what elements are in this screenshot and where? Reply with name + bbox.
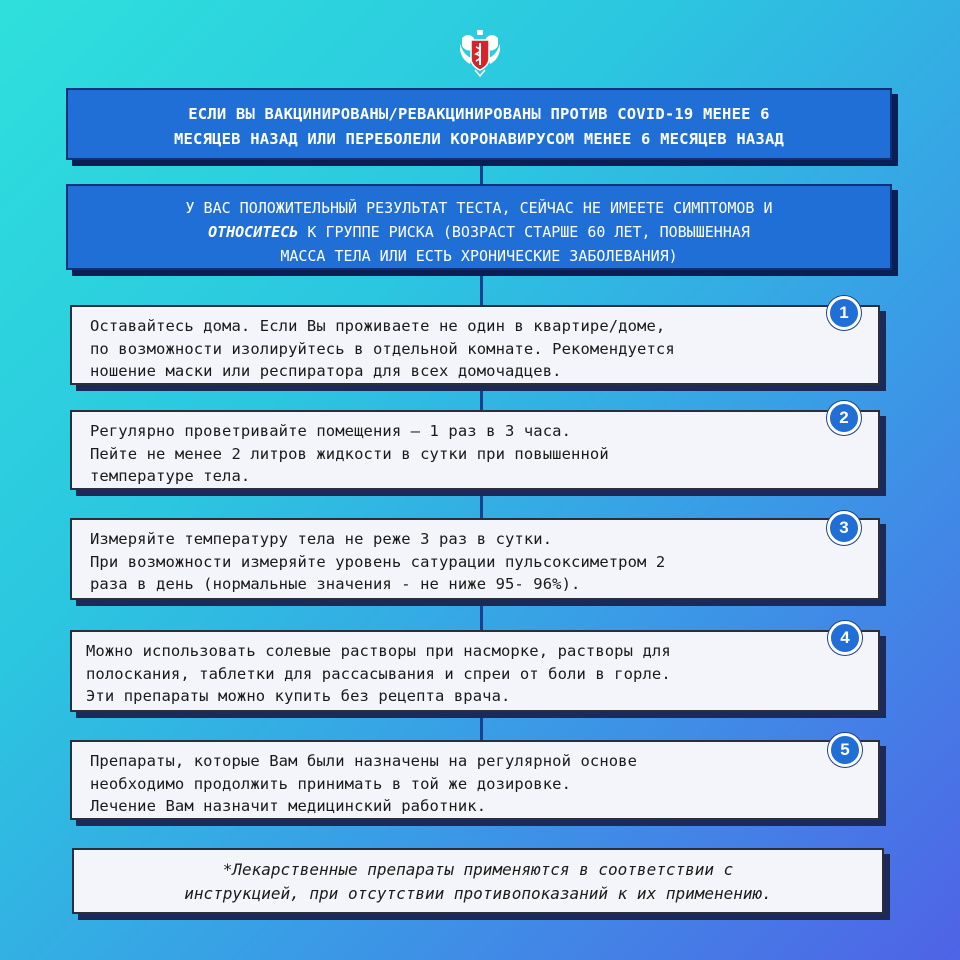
- connector-line: [480, 160, 483, 186]
- step-card-5: [70, 740, 880, 820]
- step-number-badge: 2: [827, 401, 861, 435]
- test-result-line-rest: К ГРУППЕ РИСКА (ВОЗРАСТ СТАРШЕ 60 ЛЕТ, ПОВЫШЕННАЯ: [298, 223, 750, 241]
- step-text-line: Регулярно проветривайте помещения — 1 раз в 3 часа.: [90, 422, 572, 440]
- step-card-3: [70, 518, 880, 600]
- step-card-4: [70, 630, 880, 712]
- test-result-line: У ВАС ПОЛОЖИТЕЛЬНЫЙ РЕЗУЛЬТАТ ТЕСТА, СЕЙЧАС НЕ ИМЕЕТЕ СИМПТОМОВ И: [185, 199, 773, 217]
- step-text-line: температуре тела.: [90, 467, 251, 485]
- footnote-line: *Лекарственные препараты применяются в соответствии с: [222, 860, 734, 879]
- step-text-line: необходимо продолжить принимать в той же дозировке.: [90, 774, 572, 793]
- footnote-line: инструкцией, при отсутствии противопоказаний к их применению.: [184, 884, 772, 903]
- step-text-line: Пейте не менее 2 литров жидкости в сутки при повышенной: [90, 444, 609, 463]
- step-text-line: по возможности изолируйтесь в отдельной комнате. Рекомендуется: [90, 339, 675, 358]
- test-result-line: [82, 220, 876, 244]
- connector-line: [480, 385, 483, 412]
- step-text-line: Эти препараты можно купить без рецепта врача.: [86, 687, 511, 705]
- connector-line: [480, 270, 483, 307]
- emblem-icon: [458, 28, 502, 78]
- connector-line: [480, 600, 483, 632]
- step-text-line: Можно использовать солевые растворы при насморке, растворы для: [86, 642, 671, 660]
- connector-line: [480, 490, 483, 520]
- condition-header-line: ЕСЛИ ВЫ ВАКЦИНИРОВАНЫ/РЕВАКЦИНИРОВАНЫ ПРОТИВ COVID-19 МЕНЕЕ 6: [188, 105, 770, 123]
- step-number-badge: 3: [827, 511, 861, 545]
- step-text-line: Препараты, которые Вам были назначены на регулярной основе: [90, 752, 638, 770]
- condition-header: [66, 88, 892, 160]
- test-result-line: МАССА ТЕЛА ИЛИ ЕСТЬ ХРОНИЧЕСКИЕ ЗАБОЛЕВАНИЯ): [280, 247, 678, 265]
- step-text-line: полоскания, таблетки для рассасывания и спреи от боли в горле.: [86, 664, 671, 683]
- medication-footnote: [72, 848, 884, 914]
- emphasis-text: ОТНОСИТЕСЬ: [208, 223, 299, 241]
- test-result-header: [66, 184, 892, 270]
- step-number-badge: 4: [828, 621, 862, 655]
- condition-header-line: МЕСЯЦЕВ НАЗАД ИЛИ ПЕРЕБОЛЕЛИ КОРОНАВИРУСОМ МЕНЕЕ 6 МЕСЯЦЕВ НАЗАД: [173, 130, 785, 148]
- step-text-line: Лечение Вам назначит медицинский работник.: [90, 797, 487, 815]
- step-text-line: раза в день (нормальные значения - не ниже 95- 96%).: [90, 575, 581, 593]
- step-card-2: [70, 410, 880, 490]
- step-number-badge: 5: [828, 733, 862, 767]
- step-text-line: ношение маски или респиратора для всех домочадцев.: [90, 362, 562, 380]
- connector-line: [480, 712, 483, 742]
- step-text-line: Измеряйте температуру тела не реже 3 раз в сутки.: [90, 530, 553, 548]
- step-card-1: [70, 305, 880, 385]
- step-text-line: При возможности измеряйте уровень сатурации пульсоксиметром 2: [90, 552, 666, 571]
- step-number-badge: 1: [827, 296, 861, 330]
- step-text-line: Оставайтесь дома. Если Вы проживаете не один в квартире/доме,: [90, 317, 666, 335]
